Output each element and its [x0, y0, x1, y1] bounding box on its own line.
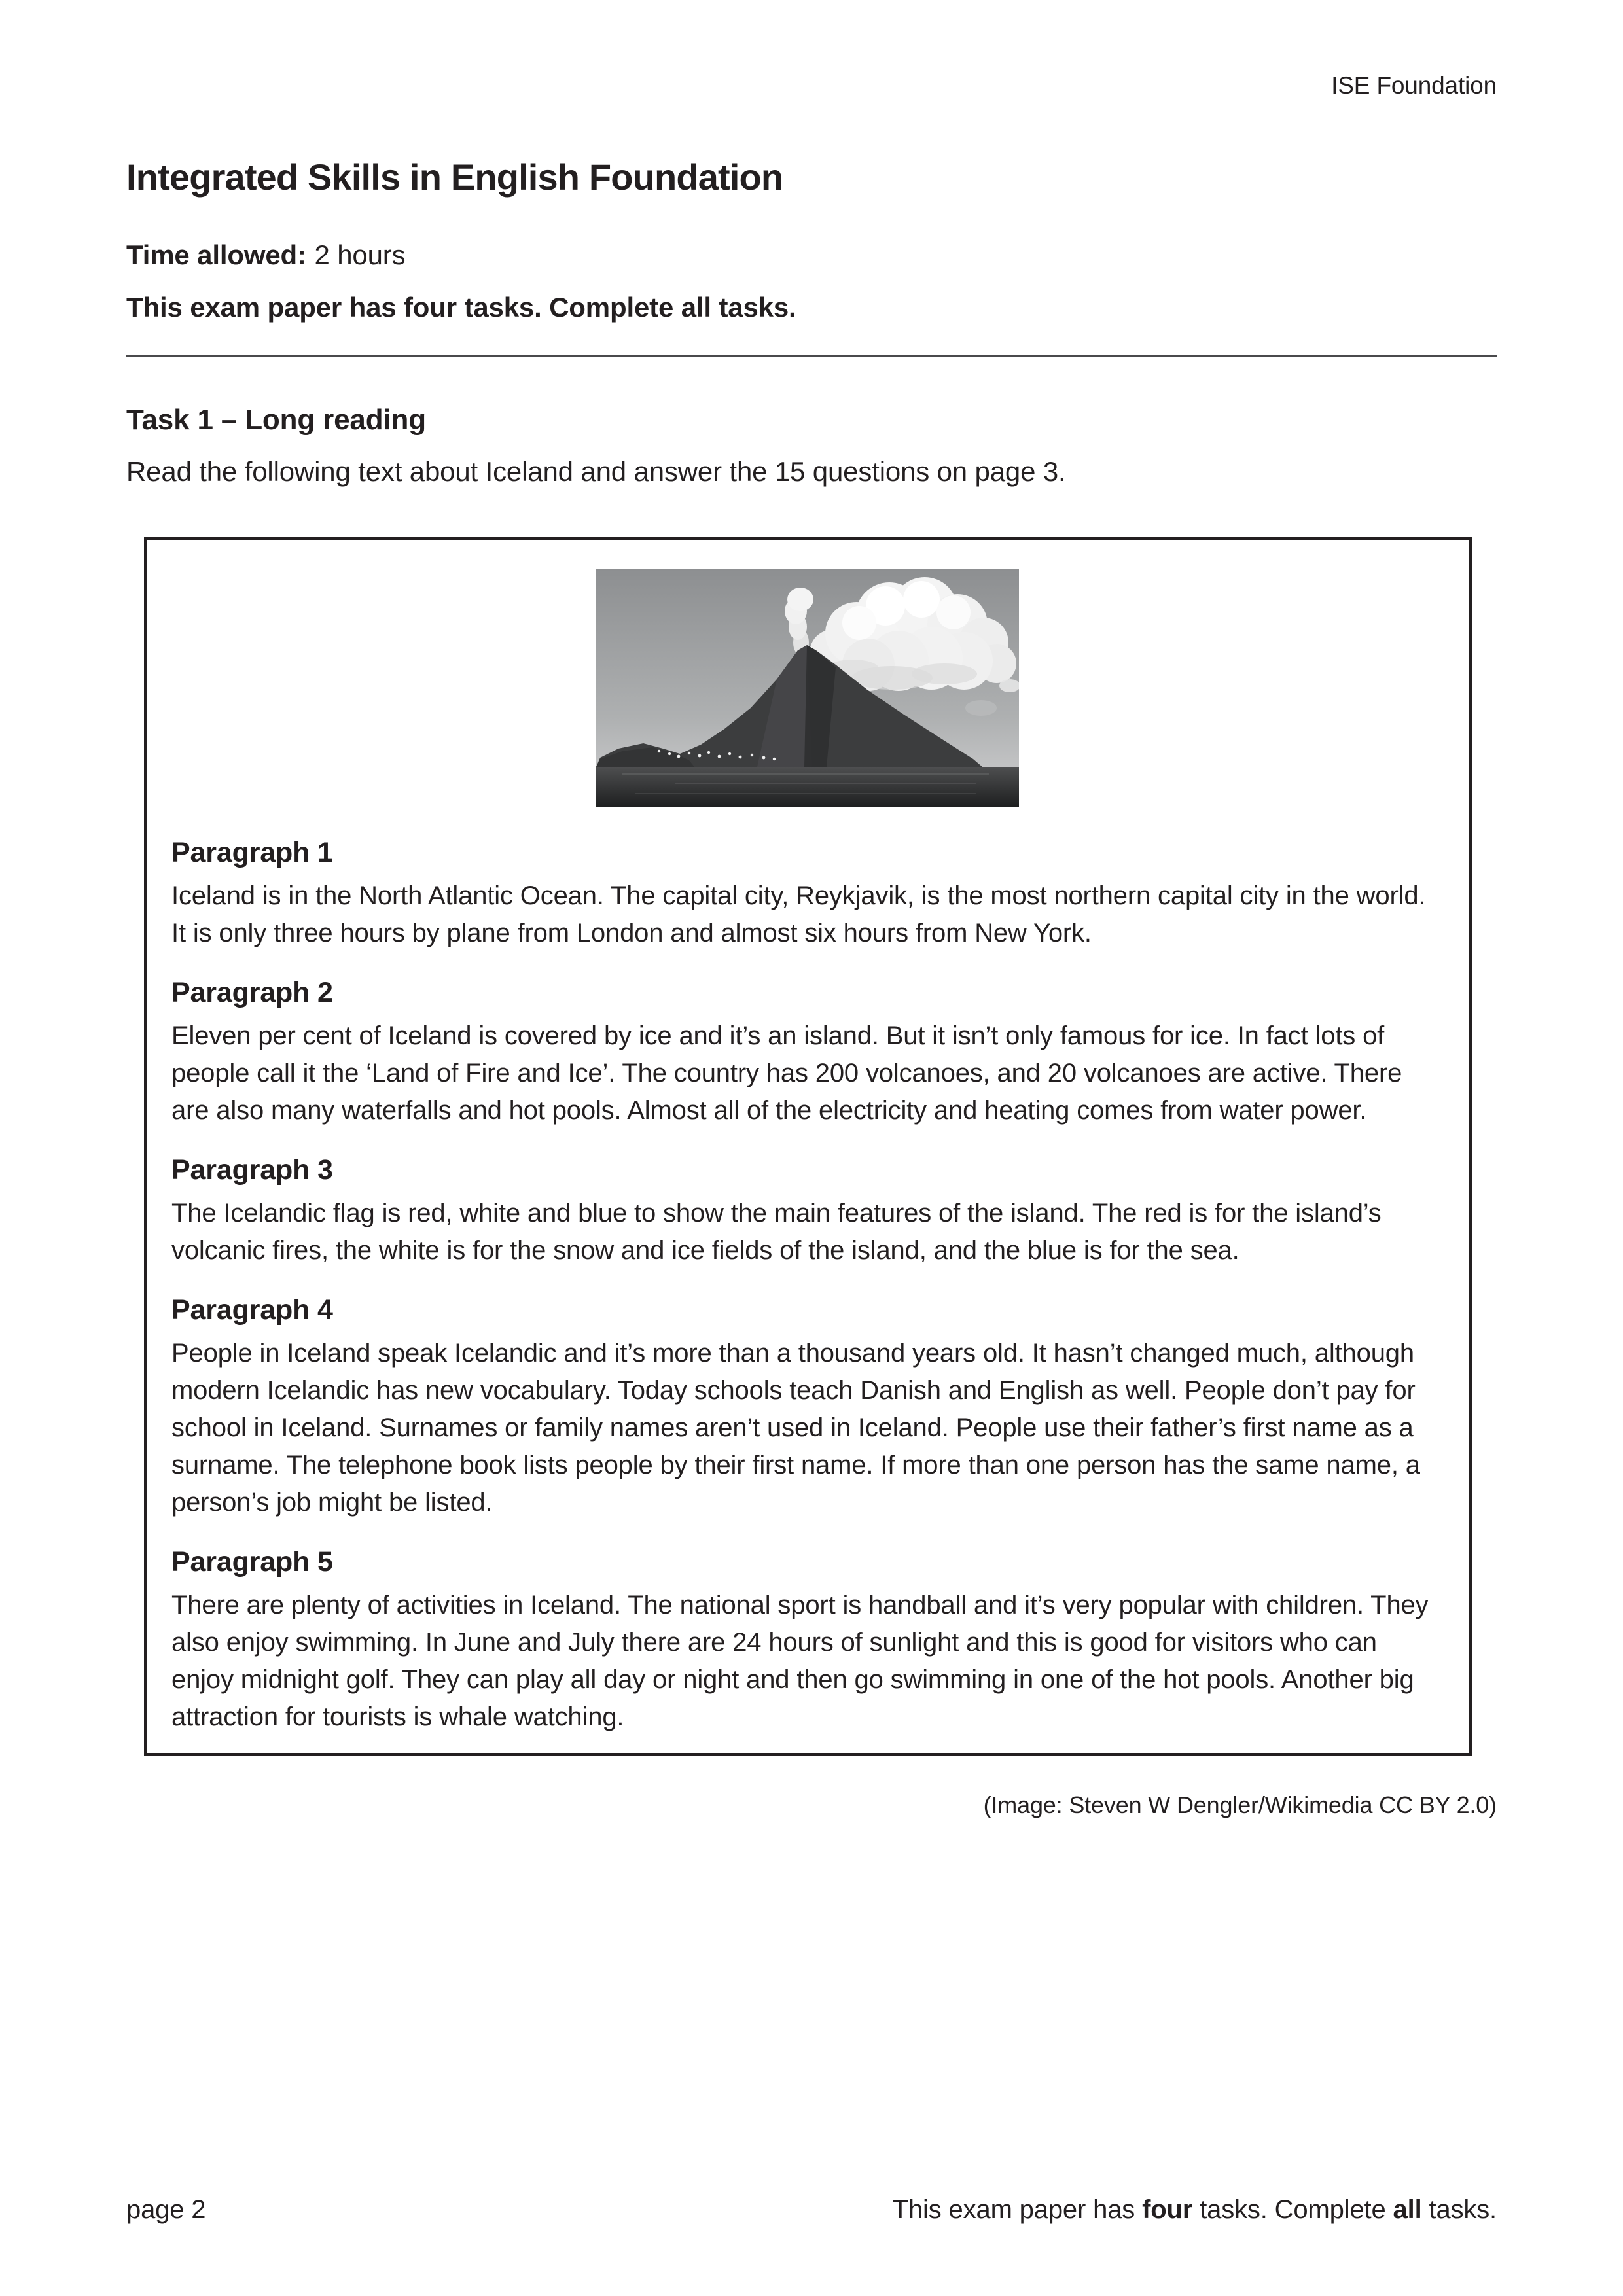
reading-text-box — [144, 537, 1472, 1756]
footer-note-part: tasks. — [1421, 2195, 1497, 2224]
brand-label: ISE Foundation — [1331, 72, 1497, 99]
paragraph-2-text: Eleven per cent of Iceland is covered by ice and it’s an island. But it isn’t only famous for ice. In fact lots of people call it the ‘Land of Fire and Ice’. The country has 200 volcanoes, and 20 volcanoes are active. There are also many waterfalls and hot pools. Almost all of the electricity and heating comes from water power. — [171, 1021, 1402, 1125]
paragraph-1-text: Iceland is in the North Atlantic Ocean. The capital city, Reykjavik, is the most northern capital city in the world. It is only three hours by plane from London and almost six hours from New York. — [171, 881, 1426, 947]
paragraph-3-text: The Icelandic flag is red, white and blue to show the main features of the island. The red is for the island’s volcanic fires, the white is for the snow and ice fields of the island, and the blue is for the sea. — [171, 1199, 1382, 1265]
paragraph-4-label: Paragraph 4 — [171, 1294, 333, 1326]
time-allowed-value: 2 hours — [314, 239, 406, 270]
footer-note-bold-all: all — [1393, 2195, 1422, 2224]
footer-note — [893, 2193, 1497, 2226]
task-heading: Task 1 – Long reading — [126, 404, 426, 436]
time-allowed-label: Time allowed: — [126, 239, 306, 270]
task-instruction: Read the following text about Iceland and answer the 15 questions on page 3. — [126, 456, 1066, 487]
page-footer — [126, 2193, 1497, 2226]
footer-note-part: This exam paper has — [892, 2195, 1143, 2224]
page-title: Integrated Skills in English Foundation — [126, 156, 783, 198]
paragraph-5-label: Paragraph 5 — [171, 1546, 333, 1578]
footer-note-bold-four: four — [1142, 2195, 1193, 2224]
paragraph-4-text: People in Iceland speak Icelandic and it’s more than a thousand years old. It hasn’t changed much, although modern Icelandic has new vocabulary. Today schools teach Danish and English as well. People don’t pay for school in Iceland. Surnames or family names aren’t used in Iceland. People use their father’s first name as a surname. The telephone book lists people by their first name. If more than one person has the same name, a person’s job might be listed. — [171, 1339, 1420, 1517]
image-credit: (Image: Steven W Dengler/Wikimedia CC BY 2.0) — [983, 1792, 1497, 1818]
page-number: page 2 — [126, 2195, 206, 2224]
paragraph-5-text: There are plenty of activities in Iceland. The national sport is handball and it’s very popular with children. They also enjoy swimming. In June and July there are 24 hours of sunlight and this is good for visitors who can enjoy midnight golf. They can play all day or night and then go swimming in one of the hot pools. Another big attraction for tourists is whale watching. — [171, 1591, 1429, 1731]
divider-rule — [126, 355, 1497, 357]
footer-note-part: tasks. Complete — [1192, 2195, 1393, 2224]
exam-note: This exam paper has four tasks. Complete all tasks. — [126, 292, 796, 323]
volcano-photo-image — [596, 569, 1019, 807]
paragraph-2-label: Paragraph 2 — [171, 977, 333, 1008]
time-allowed-line — [126, 238, 1497, 272]
paragraph-1-label: Paragraph 1 — [171, 837, 333, 868]
paragraph-3-label: Paragraph 3 — [171, 1154, 333, 1186]
photo-sea — [596, 767, 1019, 807]
